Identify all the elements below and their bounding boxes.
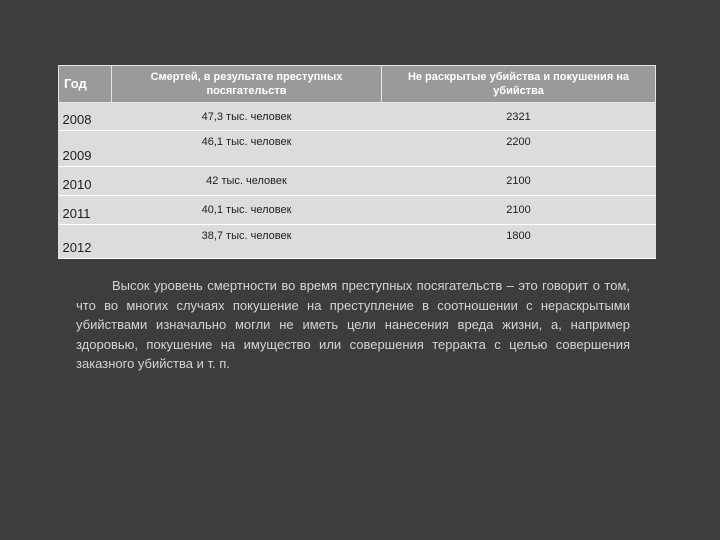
cell-year: 2012 [59, 225, 112, 259]
table-header-row [59, 66, 656, 103]
cell-deaths: 38,7 тыс. человек [112, 225, 382, 259]
cell-unsolved: 2100 [382, 196, 656, 225]
cell-deaths: 46,1 тыс. человек [112, 131, 382, 167]
cell-unsolved: 2321 [382, 103, 656, 131]
cell-deaths: 47,3 тыс. человек [112, 103, 382, 131]
cell-year: 2010 [59, 167, 112, 196]
header-unsolved: Не раскрытые убийства и покушения на убийства [382, 66, 656, 103]
cell-unsolved: 2200 [382, 131, 656, 167]
cell-deaths: 42 тыс. человек [112, 167, 382, 196]
cell-year: 2011 [59, 196, 112, 225]
table-row [59, 103, 656, 131]
statistics-table [58, 65, 656, 259]
header-deaths: Смертей, в результате преступных посягательств [112, 66, 382, 103]
cell-year: 2008 [59, 103, 112, 131]
cell-year: 2009 [59, 131, 112, 167]
cell-deaths: 40,1 тыс. человек [112, 196, 382, 225]
body-paragraph: Высок уровень смертности во время преступных посягательств – это говорит о том, что во многих случаях покушение на преступление в соотношении с нераскрытыми убийствами изначально могли не иметь цели нанесения вреда жизни, а, например здоровью, покушение на имущество или совершения терракта с целью совершения заказного убийства и т. п. [76, 278, 630, 371]
cell-unsolved: 2100 [382, 167, 656, 196]
table-row [59, 225, 656, 259]
table-row [59, 131, 656, 167]
cell-unsolved: 1800 [382, 225, 656, 259]
header-year: Год [59, 66, 112, 103]
table-row [59, 167, 656, 196]
table-row [59, 196, 656, 225]
